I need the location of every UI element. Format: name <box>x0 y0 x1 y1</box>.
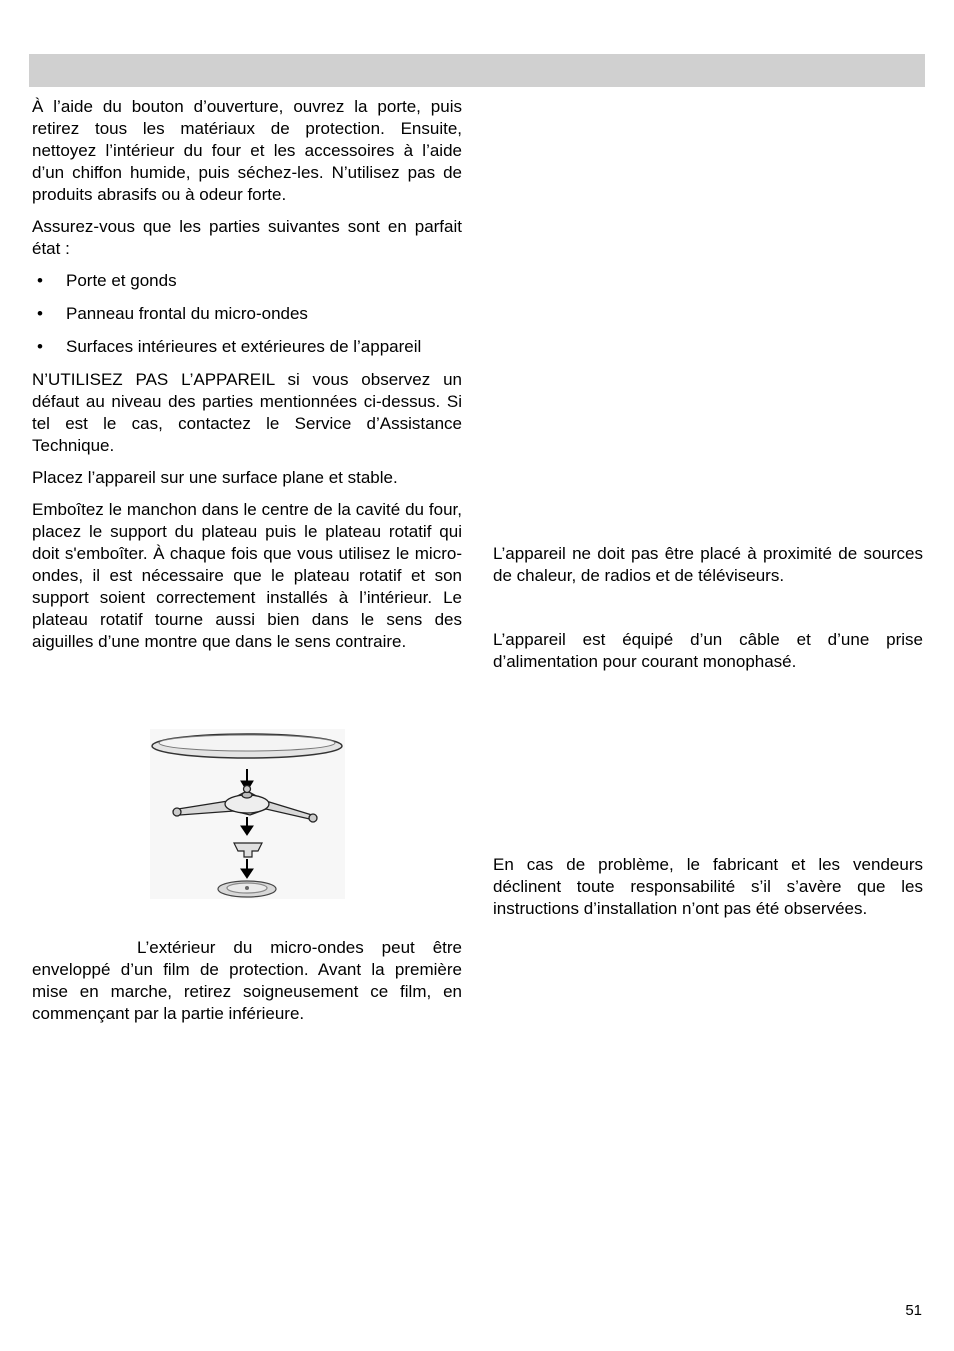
motor-base-icon <box>218 881 276 897</box>
liability-paragraph: En cas de problème, le fabricant et les vendeurs déclinent toute responsabilité s’il s’avère que les instructions d’installation n’ont pas été observées. <box>493 855 923 918</box>
glass-tray-icon <box>152 734 342 758</box>
list-item: • Porte et gonds <box>37 271 177 290</box>
protective-film-paragraph: L’extérieur du micro-ondes peut être enveloppé d’un film de protection. Avant la première mise en marche, retirez soigneusement ce film, en commençant par la partie inférieure. <box>32 938 462 1023</box>
placement-paragraph: Placez l’appareil sur une surface plane et stable. <box>32 468 398 487</box>
unpacking-paragraph: À l’aide du bouton d’ouverture, ouvrez la porte, puis retirez tous les matériaux de protection. Ensuite, nettoyez l’intérieur du four et les accessoires à l’aide d’un chiffon humide, puis séchez-les. N’utilisez pas de produits abrasifs ou à odeur forte. <box>32 97 462 204</box>
power-cable-block <box>493 629 923 683</box>
bullet-icon: • <box>37 337 43 356</box>
turntable-assembly-illustration <box>150 729 345 899</box>
heat-sources-block <box>493 543 923 597</box>
section-header-bar <box>29 54 925 87</box>
bullet-icon: • <box>37 304 43 323</box>
liability-block <box>493 854 923 930</box>
heat-sources-paragraph: L’appareil ne doit pas être placé à proximité de sources de chaleur, de radios et de téléviseurs. <box>493 544 923 585</box>
bullet-icon: • <box>37 271 43 290</box>
power-cable-paragraph: L’appareil est équipé d’un câble et d’une prise d’alimentation pour courant monophasé. <box>493 630 923 671</box>
page-number: 51 <box>905 1302 922 1319</box>
parts-list <box>32 270 462 358</box>
warning-paragraph: N’UTILISEZ PAS L’APPAREIL si vous observez un défaut au niveau des parties mentionnées ci-dessus. Si tel est le cas, contactez le Service d’Assistance Technique. <box>32 370 462 455</box>
left-column <box>32 96 462 663</box>
protective-film-block <box>32 937 462 1035</box>
list-item: • Panneau frontal du micro-ondes <box>37 304 308 323</box>
check-parts-paragraph: Assurez-vous que les parties suivantes sont en parfait état : <box>32 217 462 258</box>
turntable-paragraph: Emboîtez le manchon dans le centre de la cavité du four, placez le support du plateau puis le plateau rotatif qui doit s'emboîter. À chaque fois que vous utilisez le micro-ondes, il est nécessaire que le plateau rotatif et son support soient correctement installés à l’intérieur. Le plateau rotatif tourne aussi bien dans le sens des aiguilles d’une montre que dans le sens contraire. <box>32 500 462 651</box>
list-item: • Surfaces intérieures et extérieures de l’appareil <box>37 337 422 356</box>
